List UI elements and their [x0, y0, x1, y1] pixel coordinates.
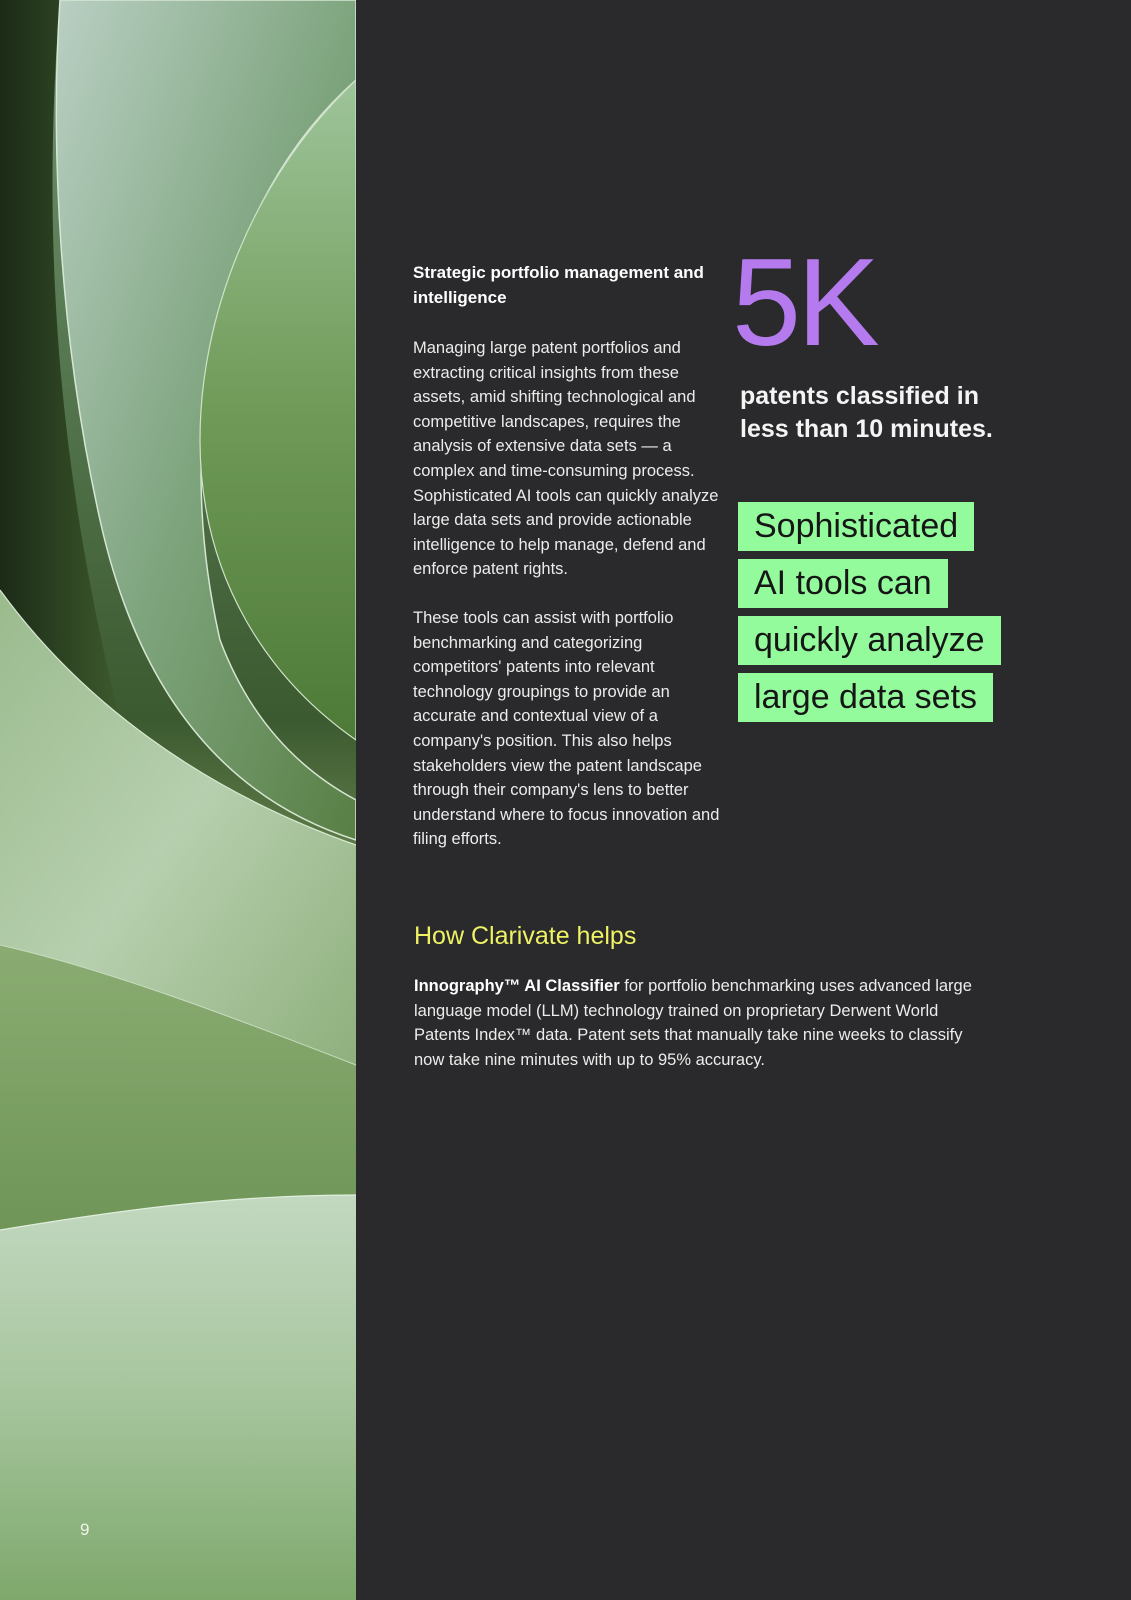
- pull-quote: [738, 502, 1040, 722]
- body-paragraph: These tools can assist with portfolio benchmarking and categorizing competitors' patents into relevant technology groupings to provide an accurate and contextual view of a company's position. This also helps stakeholders view the patent landscape through their company's lens to better understand where to focus innovation and filing efforts.: [413, 608, 720, 849]
- help-text: [414, 974, 984, 1072]
- stat-value: 5K: [732, 234, 876, 372]
- section-heading: Strategic portfolio management and intelligence: [413, 263, 704, 307]
- main-content: [356, 0, 1131, 1600]
- page-number: 9: [80, 1520, 90, 1539]
- help-description: for portfolio benchmarking uses advanced large language model (LLM) technology trained on proprietary Derwent World Patents Index™ data. Patent sets that manually take nine weeks to classify now take nine minutes with up to 95% accuracy.: [414, 977, 972, 1069]
- product-name: Innography™ AI Classifier: [414, 977, 620, 995]
- body-paragraph: Managing large patent portfolios and extracting critical insights from these assets, amid shifting technological and competitive landscapes, requires the analysis of extensive data sets — a complex and time-consuming process. Sophisticated AI tools can quickly analyze large data sets and provide actionable intelligence to help manage, defend and enforce patent rights.: [413, 339, 719, 579]
- help-title: How Clarivate helps: [414, 922, 637, 950]
- pull-quote-line: Sophisticated: [738, 502, 974, 551]
- how-clarivate-helps-section: [414, 918, 984, 1072]
- sidebar-column: [732, 234, 1040, 730]
- decorative-leaf-image: [0, 0, 356, 1600]
- pull-quote-line: AI tools can: [738, 559, 948, 608]
- pull-quote-line: quickly analyze: [738, 616, 1001, 665]
- stat-caption: patents classified in less than 10 minutes.: [740, 382, 993, 443]
- article-column: [413, 260, 733, 876]
- pull-quote-line: large data sets: [738, 673, 993, 722]
